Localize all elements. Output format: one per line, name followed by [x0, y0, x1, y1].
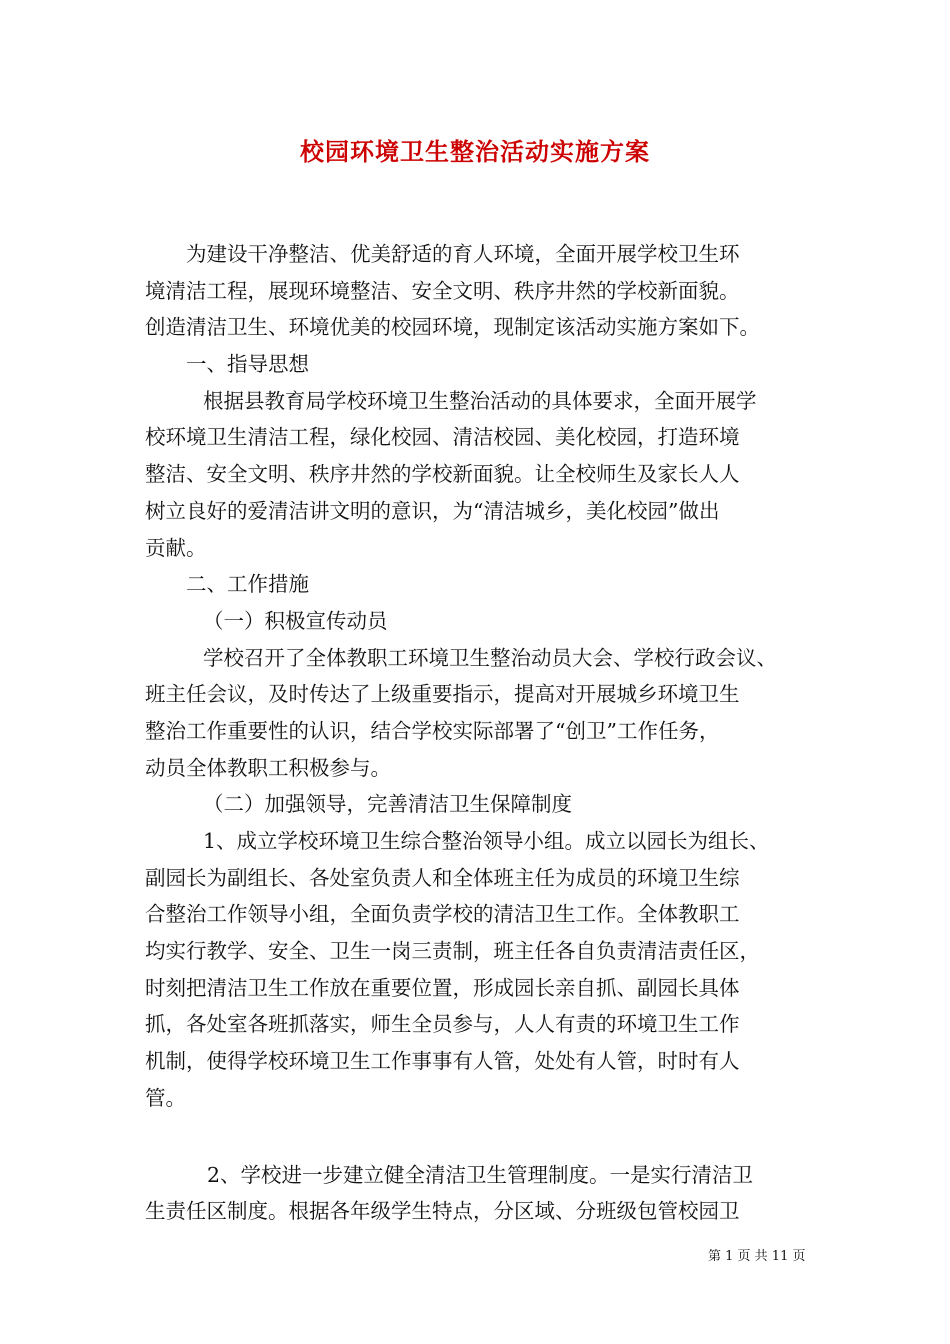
- paragraph-line: 创造清洁卫生、环境优美的校园环境，现制定该活动实施方案如下。: [145, 315, 760, 340]
- paragraph-line: 抓，各处室各班抓落实，师生全员参与，人人有责的环境卫生工作: [145, 1012, 740, 1037]
- paragraph-line: 树立良好的爱清洁讲文明的意识，为“清洁城乡，美化校园”做出: [145, 498, 720, 523]
- paragraph-line: 班主任会议，及时传达了上级重要指示，提高对开展城乡环境卫生: [145, 682, 740, 707]
- paragraph-line: 机制，使得学校环境卫生工作事事有人管，处处有人管，时时有人: [145, 1049, 740, 1074]
- paragraph-line: 副园长为副组长、各处室负责人和全体班主任为成员的环境卫生综: [145, 865, 740, 890]
- paragraph-line: 管。: [145, 1085, 186, 1110]
- page-number: 第 1 页 共 11 页: [708, 1249, 806, 1264]
- subsection-heading: （一）积极宣传动员: [203, 608, 388, 633]
- paragraph-line: 合整治工作领导小组，全面负责学校的清洁卫生工作。全体教职工: [145, 902, 740, 927]
- paragraph-line: 动员全体教职工积极参与。: [145, 755, 391, 780]
- section-heading: 一、指导思想: [186, 352, 309, 377]
- paragraph-line: 校环境卫生清洁工程，绿化校园、清洁校园、美化校园，打造环境: [145, 425, 740, 450]
- section-heading: 二、工作措施: [186, 572, 309, 597]
- subsection-heading: （二）加强领导，完善清洁卫生保障制度: [203, 792, 572, 817]
- paragraph-line: 贡献。: [145, 535, 207, 560]
- paragraph-line: 整洁、安全文明、秩序井然的学校新面貌。让全校师生及家长人人: [145, 462, 740, 487]
- paragraph-line: 1、成立学校环境卫生综合整治领导小组。成立以园长为组长、: [203, 829, 770, 853]
- paragraph-line: 为建设干净整洁、优美舒适的育人环境，全面开展学校卫生环: [186, 242, 740, 266]
- paragraph-line: 均实行教学、安全、卫生一岗三责制，班主任各自负责清洁责任区，: [145, 939, 760, 964]
- paragraph-line: 学校召开了全体教职工环境卫生整治动员大会、学校行政会议、: [203, 645, 777, 670]
- paragraph-line: 时刻把清洁卫生工作放在重要位置，形成园长亲自抓、副园长具体: [145, 975, 740, 1000]
- paragraph-line: 2、学校进一步建立健全清洁卫生管理制度。一是实行清洁卫: [207, 1162, 754, 1187]
- paragraph-spacer: [145, 1117, 813, 1157]
- page-title: 校园环境卫生整治活动实施方案: [300, 137, 650, 166]
- paragraph-line: 境清洁工程，展现环境整洁、安全文明、秩序井然的学校新面貌。: [145, 278, 740, 303]
- document-body: [145, 236, 813, 1230]
- paragraph-line: 整治工作重要性的认识，结合学校实际部署了“创卫”工作任务，: [145, 718, 720, 743]
- paragraph-line: 根据县教育局学校环境卫生整治活动的具体要求，全面开展学: [203, 388, 757, 413]
- paragraph-line: 生责任区制度。根据各年级学生特点，分区域、分班级包管校园卫: [145, 1199, 740, 1224]
